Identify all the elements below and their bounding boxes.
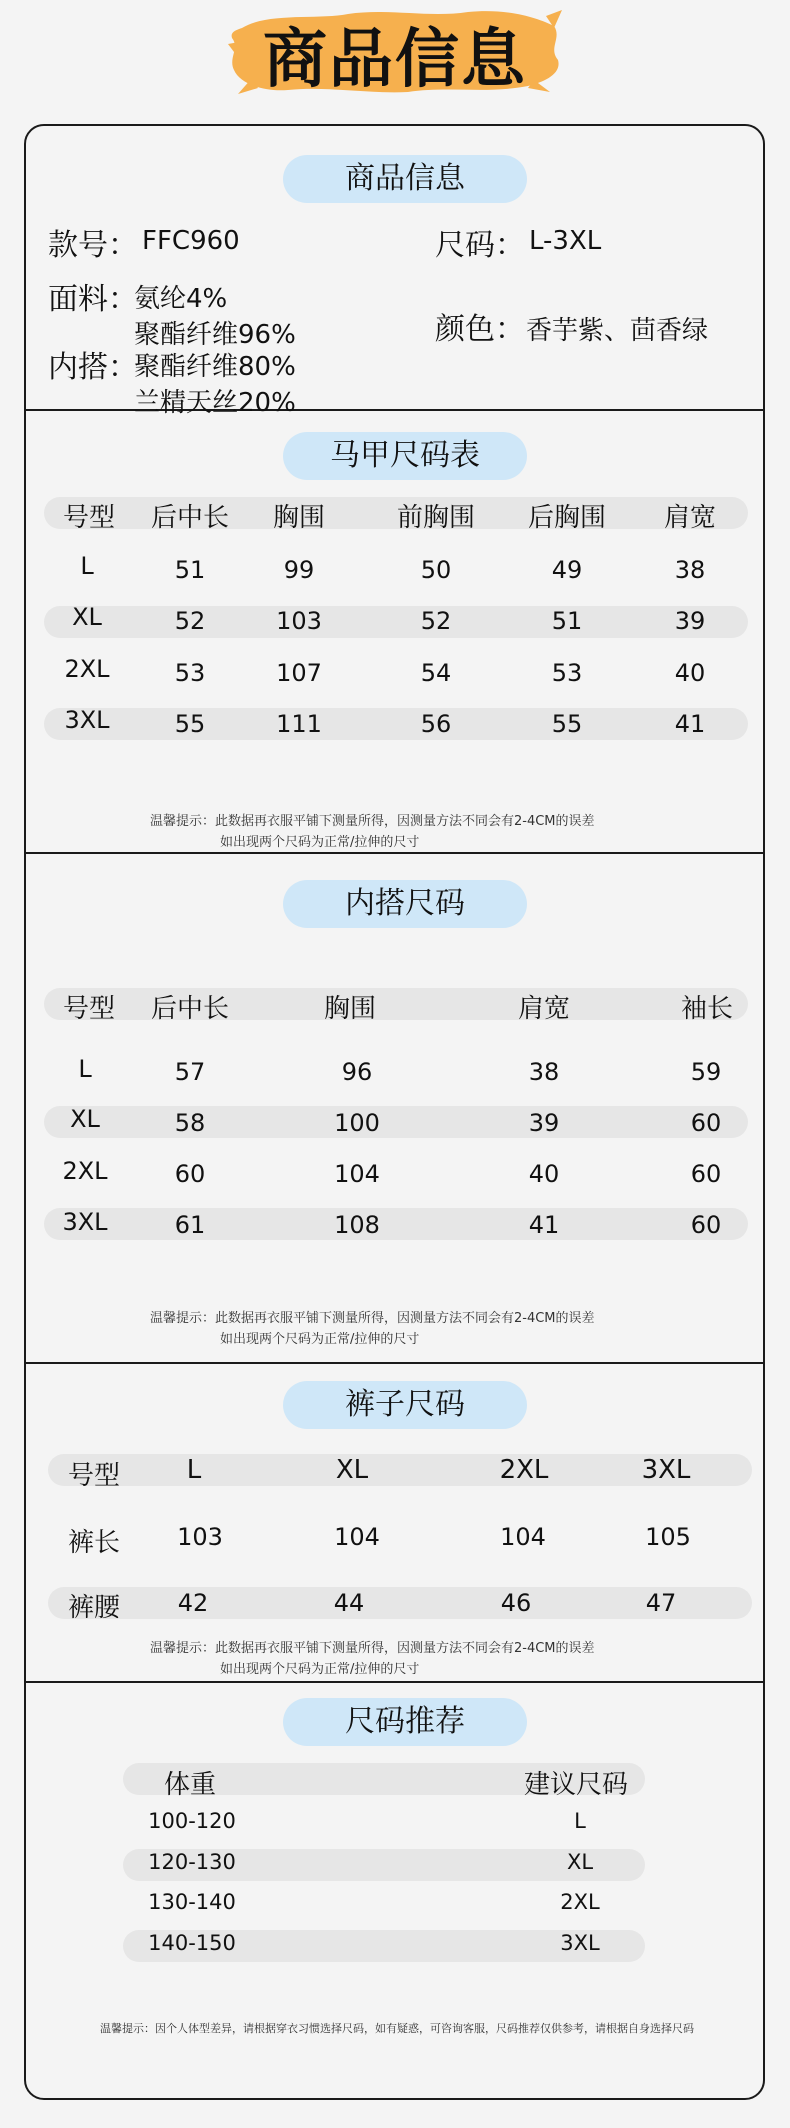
vest-header-cell: 后中长 (150, 503, 229, 533)
pants-header-cell: 2XL (499, 1455, 549, 1485)
table-cell: 51 (174, 556, 206, 584)
inner-header-cell: 号型 (62, 994, 115, 1024)
recommend-header-cell: 建议尺码 (524, 1770, 629, 1800)
table-cell: XL (566, 1850, 594, 1874)
table-cell: 104 (334, 1160, 380, 1188)
table-cell: 108 (334, 1211, 380, 1239)
measurement-note: 温馨提示：此数据再衣服平铺下测量所得，因测量方法不同会有2-4CM的误差 (150, 1311, 595, 1326)
page-title: 商品信息 (263, 23, 527, 97)
table-cell: 42 (177, 1589, 209, 1617)
table-cell: L (574, 1809, 586, 1833)
table-cell: 裤长 (67, 1528, 120, 1558)
table-cell: 3XL (560, 1931, 600, 1955)
inner-header-cell: 肩宽 (517, 994, 570, 1024)
table-cell: 61 (174, 1211, 206, 1239)
table-cell: 39 (674, 607, 706, 635)
vest-header-cell: 前胸围 (396, 503, 475, 533)
section-divider (24, 1362, 765, 1364)
measurement-note: 如出现两个尺码为正常/拉伸的尺寸 (220, 1662, 420, 1677)
recommend-header-cell: 体重 (163, 1770, 216, 1800)
table-cell: XL (72, 603, 102, 631)
table-cell: 140-150 (148, 1931, 236, 1955)
lining-line: 聚酯纤维80% (134, 352, 296, 382)
table-cell: 100-120 (148, 1809, 236, 1833)
table-cell: 60 (174, 1160, 206, 1188)
table-cell: 104 (334, 1523, 380, 1551)
table-cell: 103 (276, 607, 322, 635)
inner-header-cell: 后中长 (150, 994, 229, 1024)
table-cell: 100 (334, 1109, 380, 1137)
table-cell: 57 (174, 1058, 206, 1086)
table-cell: 59 (690, 1058, 722, 1086)
table-cell: 47 (645, 1589, 677, 1617)
measurement-note: 如出现两个尺码为正常/拉伸的尺寸 (220, 835, 420, 850)
table-cell: 41 (528, 1211, 560, 1239)
table-cell: 56 (420, 710, 452, 738)
size-recommendation-pill: 尺码推荐 (283, 1698, 527, 1746)
table-cell: 60 (690, 1109, 722, 1137)
table-cell: 53 (174, 659, 206, 687)
pants-header-cell: XL (335, 1455, 369, 1485)
table-cell: 49 (551, 556, 583, 584)
table-cell: 3XL (64, 706, 110, 734)
recommendation-note: 温馨提示：因个人体型差异，请根据穿衣习惯选择尺码，如有疑惑，可咨询客服，尺码推荐仅供参考，请根据自身选择尺码 (100, 2022, 694, 2035)
table-cell: 46 (500, 1589, 532, 1617)
table-cell: L (80, 552, 94, 580)
table-cell: 3XL (62, 1208, 108, 1236)
vest-header-cell: 肩宽 (663, 503, 716, 533)
color-value: 香芋紫、茴香绿 (526, 316, 709, 346)
table-cell: 60 (690, 1160, 722, 1188)
table-cell: 39 (528, 1109, 560, 1137)
inner-header-cell: 胸围 (323, 994, 376, 1024)
table-cell: 40 (674, 659, 706, 687)
measurement-note: 如出现两个尺码为正常/拉伸的尺寸 (220, 1332, 420, 1347)
table-cell: 58 (174, 1109, 206, 1137)
table-cell: 40 (528, 1160, 560, 1188)
table-cell: 54 (420, 659, 452, 687)
table-cell: 38 (674, 556, 706, 584)
vest-size-chart-pill: 马甲尺码表 (283, 432, 527, 480)
table-cell: 53 (551, 659, 583, 687)
section-divider (24, 1681, 765, 1683)
table-cell: 60 (690, 1211, 722, 1239)
table-cell: XL (70, 1105, 100, 1133)
pants-size-pill: 裤子尺码 (283, 1381, 527, 1429)
pants-header-cell: 号型 (67, 1461, 120, 1491)
section-divider (24, 852, 765, 854)
table-cell: 111 (276, 710, 322, 738)
table-cell: 107 (276, 659, 322, 687)
fabric-line: 氨纶4% (134, 284, 228, 314)
table-cell: 103 (177, 1523, 223, 1551)
table-cell: 55 (551, 710, 583, 738)
table-cell: 96 (341, 1058, 373, 1086)
measurement-note: 温馨提示：此数据再衣服平铺下测量所得，因测量方法不同会有2-4CM的误差 (150, 1641, 595, 1656)
product-info-pill: 商品信息 (283, 155, 527, 203)
table-cell: 105 (645, 1523, 691, 1551)
measurement-note: 温馨提示：此数据再衣服平铺下测量所得，因测量方法不同会有2-4CM的误差 (150, 814, 595, 829)
table-cell: 裤腰 (67, 1593, 120, 1623)
table-cell: 120-130 (148, 1850, 236, 1874)
table-cell: 2XL (62, 1157, 108, 1185)
table-cell: 2XL (64, 655, 110, 683)
pants-header-cell: L (186, 1455, 202, 1485)
fabric-label: 面料： (48, 282, 138, 317)
table-cell: 50 (420, 556, 452, 584)
table-cell: 38 (528, 1058, 560, 1086)
size-range-value: L-3XL (529, 226, 602, 256)
inner-header-cell: 袖长 (680, 994, 733, 1024)
table-cell: 104 (500, 1523, 546, 1551)
table-cell: L (78, 1055, 92, 1083)
table-cell: 55 (174, 710, 206, 738)
table-cell: 130-140 (148, 1890, 236, 1914)
vest-header-cell: 号型 (62, 503, 115, 533)
pants-header-cell: 3XL (641, 1455, 691, 1485)
table-cell: 99 (283, 556, 315, 584)
vest-header-cell: 后胸围 (527, 503, 606, 533)
color-label: 颜色： (435, 312, 525, 347)
table-cell: 52 (174, 607, 206, 635)
vest-header-cell: 胸围 (272, 503, 325, 533)
page-header (0, 0, 790, 110)
size-range-label: 尺码： (435, 228, 525, 263)
style-number-value: FFC960 (142, 226, 240, 256)
fabric-line: 聚酯纤维96% (134, 320, 296, 350)
table-cell: 52 (420, 607, 452, 635)
table-cell: 2XL (560, 1890, 600, 1914)
lining-line: 兰精天丝20% (134, 388, 296, 418)
table-cell: 41 (674, 710, 706, 738)
lining-label: 内搭： (48, 350, 138, 385)
style-number-label: 款号： (48, 228, 138, 263)
table-cell: 51 (551, 607, 583, 635)
inner-top-size-pill: 内搭尺码 (283, 880, 527, 928)
table-cell: 44 (333, 1589, 365, 1617)
